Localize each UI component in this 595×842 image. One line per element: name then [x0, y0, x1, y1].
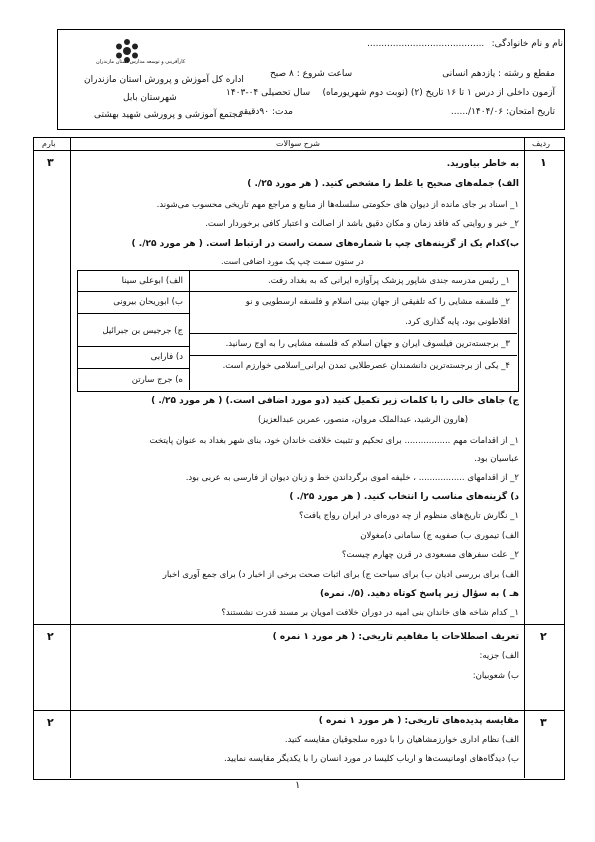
row-rule-2: [33, 710, 564, 711]
q1-e1: ۱_ کدام شاخه های خاندان بنی امیه در دوران خلافت امویان بر مسند قدرت نشستند؟: [221, 608, 519, 618]
match-right-4: ۴_ یکی از برجسته‌ترین دانشمندان عصرطلایی تمدن ایرانی_اسلامی خوارزم است.: [222, 361, 510, 371]
q2-score: ۲: [47, 630, 54, 643]
match-left-a: الف) ابوعلی سینا: [121, 276, 183, 286]
number-column-rule: [524, 137, 525, 778]
q3-b: ب) دیدگاه‌های اومانیست‌ها و ارباب کلیسا در مورد انسان را با یکدیگر مقایسه نمایید.: [223, 754, 519, 764]
org-line-3: مجتمع آموزشی و پرورشی شهید بهشتی: [94, 110, 243, 120]
q1-intro: به خاطر بیاورید.: [446, 159, 519, 169]
col-header-questions: شرح سوالات: [276, 139, 320, 148]
name-dots: .........................................: [367, 39, 485, 49]
q1-a2: ۲_ خبر و روایتی که فاقد زمان و مکان دقیق باشد از اصالت و اعتبار کافی برخوردار است.: [205, 219, 519, 229]
org-line-1: اداره کل آموزش و پرورش استان مازندران: [84, 75, 244, 85]
q1-part-b-note: در ستون سمت چپ یک مورد اضافی است.: [221, 257, 364, 266]
q1-d1-options: الف) تیموری ب) صفویه ج) سامانی د)مغولان: [360, 531, 519, 541]
q1-part-e-title: هـ ) به سؤال زیر پاسخ کوتاه دهید. (۵/. نمره): [320, 589, 519, 599]
matching-left-rule-3: [77, 346, 189, 347]
match-right-3: ۳_ برجسته‌ترین فیلسوف ایران و جهان اسلام که فلسفه مشایی را به اوج رسانید.: [225, 339, 510, 349]
match-right-1: ۱_ رئیس مدرسه جندی شاپور پزشک پرآوازه ایرانی که به بغداد رفت.: [267, 276, 510, 286]
q1-score: ۳: [47, 156, 54, 169]
q1-part-c-title: ج) جاهای خالی را با کلمات زیر تکمیل کنید (دو مورد اضافی است.) ( هر مورد ۲۵/. ): [151, 396, 519, 406]
exam-duration: مدت: ۹۰دقیقه: [239, 107, 293, 117]
match-right-2: ۲_ فلسفه مشایی را که تلفیقی از جهان بینی اسلام و فلسفه ارسطویی و نو: [245, 297, 510, 307]
q2-b: ب) شعوبیان:: [472, 671, 519, 681]
match-left-d: د) فارابی: [150, 352, 183, 362]
org-line-2: شهرستان بابل: [123, 93, 177, 103]
matching-right-rule-2: [189, 333, 517, 334]
page-number: ۱: [295, 780, 301, 791]
matching-left-rule-2: [77, 313, 189, 314]
q2-a: الف) جزیه:: [479, 651, 519, 661]
q1-d1: ۱_ نگارش تاریخ‌های منظوم از چه دوره‌ای در ایران رواج یافت؟: [299, 511, 519, 521]
score-column-rule: [70, 137, 71, 778]
match-left-e: ه) جرج سارتن: [131, 375, 183, 385]
q2-title: تعریف اصطلاحات یا مفاهیم تاریخی: ( هر مورد ۱ نمره ): [272, 632, 519, 642]
q1-d2-options: الف) برای بررسی ادیان ب) برای سیاحت ج) برای اثبات صحت برخی از اخبار د) برای جمع آوری اخبار: [162, 570, 519, 580]
q3-title: مقایسه پدیده‌های تاریخی: ( هر مورد ۱ نمره ): [318, 716, 519, 726]
start-time: ساعت شروع : ۸ صبح: [270, 69, 353, 79]
q3-number: ۳: [540, 716, 547, 729]
name-label: نام و نام خانوادگی:: [491, 39, 563, 49]
q1-part-b-title: ب)کدام یک از گزینه‌های چپ با شماره‌های سمت راست در ارتباط است. ( هر مورد ۲۵/. ): [131, 239, 519, 249]
matching-right-rule-3: [189, 355, 517, 356]
matching-left-rule-4: [77, 368, 189, 369]
school-year: سال تحصیلی ۰۴-۱۴۰۳: [226, 88, 311, 98]
col-header-score: بارم: [42, 139, 56, 148]
matching-left-rule-1: [77, 291, 189, 292]
q1-word-bank: (هارون الرشید، عبدالملک مروان، منصور، عمربن عبدالعزیز): [258, 415, 469, 425]
grade-field: مقطع و رشته : یازدهم انسانی: [442, 69, 555, 79]
col-header-radif: ردیف: [532, 139, 550, 148]
logo-caption: کارآفرینی و توسعه مدارس استان مازندران: [96, 59, 186, 65]
q3-a: الف) نظام اداری خوارزمشاهیان را با دوره سلجوقیان مقایسه کنید.: [284, 735, 519, 745]
match-right-2-cont: افلاطونی بود، پایه گذاری کرد.: [405, 317, 510, 327]
matching-right-rule-1: [189, 291, 517, 292]
row-rule-1: [33, 624, 564, 625]
exam-date: تاریخ امتحان: ۱۴۰۴/۰۶/......: [450, 107, 555, 117]
match-left-b: ب) ابوریحان بیرونی: [113, 297, 183, 307]
q1-number: ۱: [540, 156, 547, 169]
q3-score: ۲: [47, 716, 54, 729]
matching-column-rule: [189, 270, 190, 390]
q2-number: ۲: [540, 630, 547, 643]
q1-a1: ۱_ اسناد بر جای مانده از دیوان های حکومتی سلسله‌ها از منابع و مراجع مهم تاریخی محسوب می‌شوند.: [156, 200, 519, 210]
q1-c1: ۱_ از اقدامات مهم ................. برای تحکیم و تثبیت خلافت خاندان خود، بنای شهر بغداد به عنوان پایتخت: [149, 436, 519, 446]
q1-c2: ۲_ از اقدامهای ................. ، خلیفه اموی برگرداندن خط و زبان دیوان از فارسی به عربی بود.: [185, 473, 519, 483]
table-header-rule: [33, 150, 564, 151]
q1-d2: ۲_ علت سفرهای مسعودی در قرن چهارم چیست؟: [341, 550, 519, 560]
q1-part-d-title: د) گزینه‌های مناسب را انتخاب کنید. ( هر مورد ۲۵/. ): [289, 492, 519, 502]
q1-c1-cont: عباسیان بود.: [474, 454, 519, 464]
q1-part-a-title: الف) جمله‌های صحیح یا غلط را مشخص کنید. ( هر مورد ۲۵/. ): [247, 179, 519, 189]
exam-title: آزمون داخلی از درس ۱ تا ۱۶ تاریخ (۲) (نوبت دوم شهریورماه): [322, 88, 555, 98]
match-left-c: ج) جرجیس بن جبرائیل: [102, 326, 183, 336]
